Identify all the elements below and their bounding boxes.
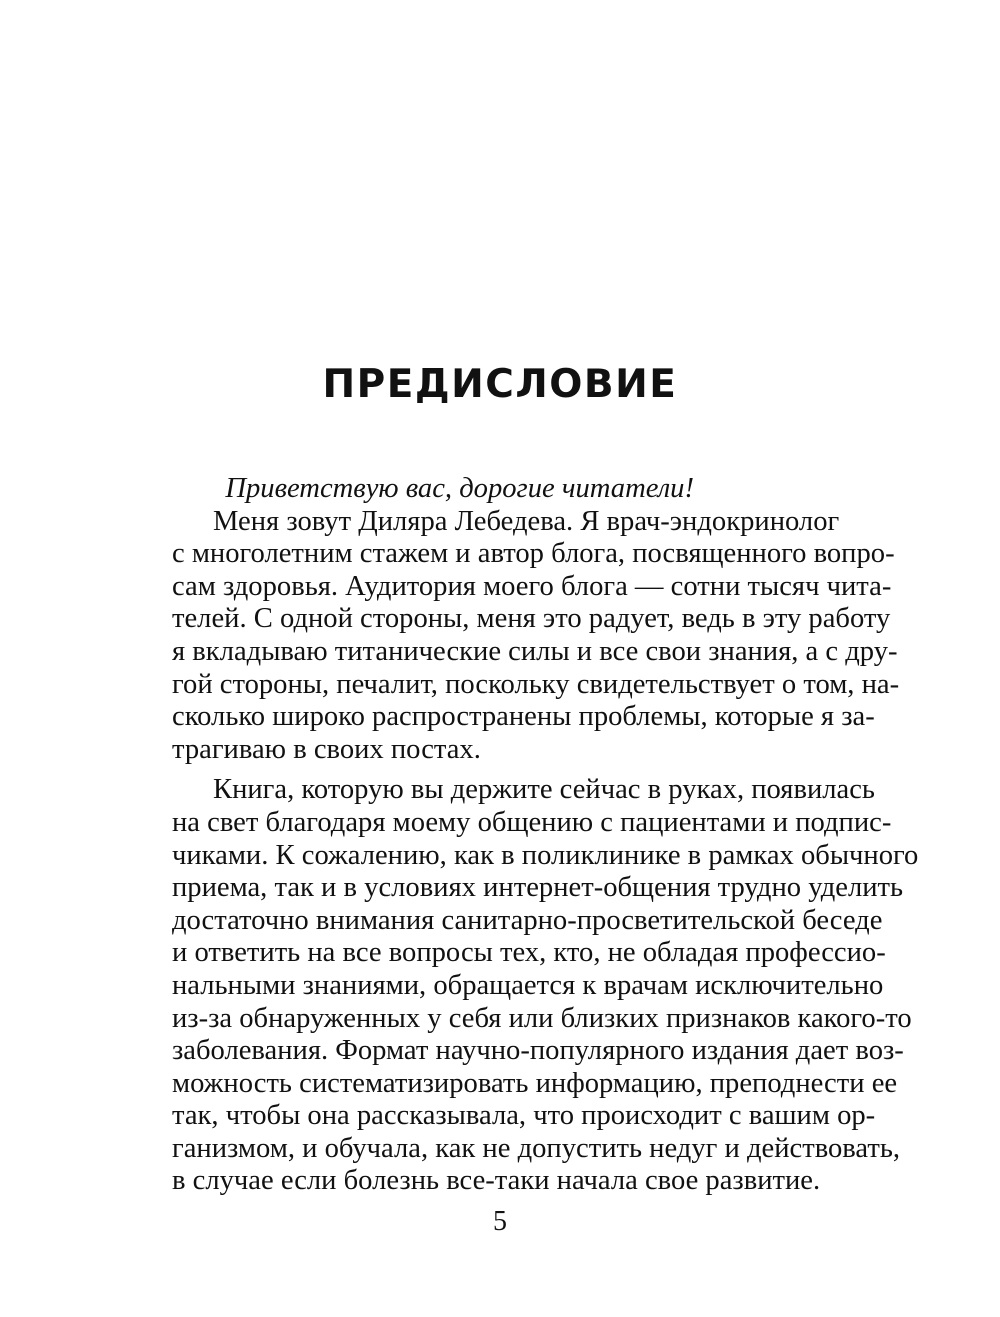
text-line: и ответить на все вопросы тех, кто, не обладая профессио-	[172, 937, 886, 969]
text-line: с многолетним стажем и автор блога, посвященного вопро-	[172, 538, 895, 570]
body-text	[172, 473, 919, 1198]
text-line: трагиваю в своих постах.	[172, 733, 481, 765]
text-line: Меня зовут Диляра Лебедева. Я врач-эндокринолог	[213, 505, 840, 537]
text-line: нальными знаниями, обращается к врачам исключительно	[172, 969, 884, 1001]
text-line: приема, так и в условиях интернет-общения трудно уделить	[172, 872, 904, 904]
text-line: Книга, которую вы держите сейчас в руках, появилась	[213, 774, 875, 806]
text-line: я вкладываю титанические силы и все свои знания, а с дру-	[172, 635, 898, 667]
chapter-title: ПРЕДИСЛОВИЕ	[322, 362, 678, 407]
text-line: достаточно внимания санитарно-просветительской беседе	[172, 904, 883, 936]
text-line: гой стороны, печалит, поскольку свидетельствует о том, на-	[172, 668, 900, 700]
page-number: 5	[493, 1206, 507, 1237]
paragraph	[172, 774, 919, 1198]
text-line: сам здоровья. Аудитория моего блога — сотни тысяч чита-	[172, 570, 892, 602]
greeting-line: Приветствую вас, дорогие читатели!	[225, 473, 694, 504]
text-line: телей. С одной стороны, меня это радует, ведь в эту работу	[172, 603, 891, 635]
text-line: сколько широко распространены проблемы, которые я за-	[172, 701, 875, 733]
text-line: заболевания. Формат научно-популярного издания дает воз-	[172, 1035, 904, 1067]
text-line: в случае если болезнь все-таки начала свое развитие.	[172, 1165, 821, 1197]
text-line: так, чтобы она рассказывала, что происходит с вашим ор-	[172, 1100, 876, 1132]
text-line: из-за обнаруженных у себя или близких признаков какого-то	[172, 1002, 912, 1034]
text-line: чиками. К сожалению, как в поликлинике в рамках обычного	[172, 839, 919, 871]
text-line: ганизмом, и обучала, как не допустить недуг и действовать,	[172, 1132, 901, 1164]
text-line: можность систематизировать информацию, преподнести ее	[172, 1067, 898, 1099]
text-line: на свет благодаря моему общению с пациентами и подпис-	[172, 806, 892, 838]
paragraph	[172, 505, 900, 767]
